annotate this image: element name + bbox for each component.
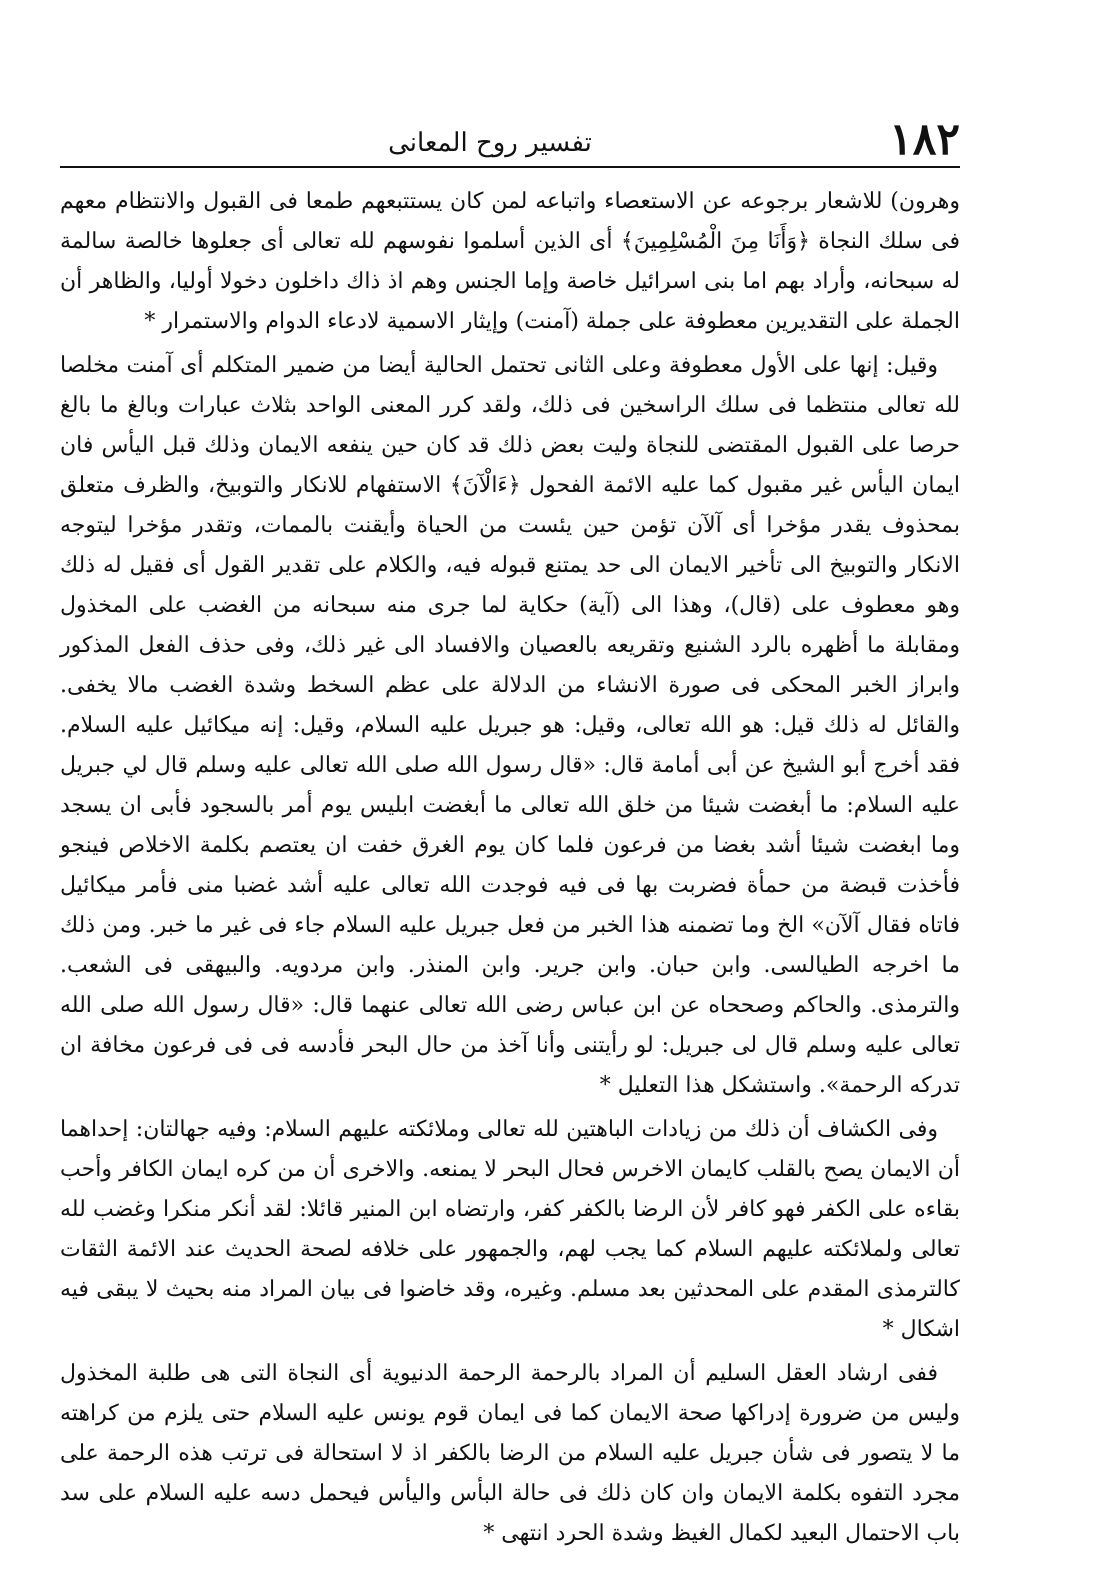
book-page [60,114,960,1546]
running-title: تفسير روح المعانى [388,128,592,158]
page-body [60,182,960,1554]
page-number: ١٨٢ [889,114,960,165]
paragraph-4: ففى ارشاد العقل السليم أن المراد بالرحمة الرحمة الدنيوية أى النجاة التى هى طلبة المخذول وليس من ضرورة إدراكها صحة الايمان كما فى ايمان قوم يونس عليه السلام حتى يلزم من كراهته ما لا يتصور فى شأن جبريل عليه السلام من الرضا بالكفر اذ لا استحالة فى ترتب هذه الرحمة على مجرد التفوه بكلمة الايمان وان كان ذلك فى حالة البأس واليأس فيحمل دسه عليه السلام على سد باب الاحتمال البعيد لكمال الغيظ وشدة الحرد انتهى * [60,1361,960,1546]
paragraph-3: وفى الكشاف أن ذلك من زيادات الباهتين لله تعالى وملائكته عليهم السلام: وفيه جهالتان: إحداهما أن الايمان يصح بالقلب كايمان الاخرس فحال البحر لا يمنعه. والاخرى أن من كره ايمان الكافر وأحب بقاءه على الكفر فهو كافر لأن الرضا بالكفر كفر، وارتضاه ابن المنير قائلا: لقد أنكر منكرا وغضب لله تعالى ولملائكته عليهم السلام كما يجب لهم، والجمهور على خلافه لصحة الحديث عند الائمة الثقات كالترمذى المقدم على المحدثين بعد مسلم. وغيره، وقد خاضوا فى بيان المراد منه بحيث لا يبقى فيه اشكال * [60,1117,960,1342]
paragraph-2: وقيل: إنها على الأول معطوفة وعلى الثانى تحتمل الحالية أيضا من ضمير المتكلم أى آمنت مخلصا لله تعالى منتظما فى سلك الراسخين فى ذلك، ولقد كرر المعنى الواحد بثلاث عبارات وبالغ ما بالغ حرصا على القبول المقتضى للنجاة وليت بعض ذلك قد كان حين ينفعه الايمان وذلك قبل اليأس فان ايمان اليأس غير مقبول كما عليه الائمة الفحول ﴿ءَالْآنَ﴾ الاستفهام للانكار والتوبيخ، والظرف متعلق بمحذوف يقدر مؤخرا أى آلآن تؤمن حين يئست من الحياة وأيقنت بالممات، وتقدر مؤخرا ليتوجه الانكار والتوبيخ الى تأخير الايمان الى حد يمتنع قبوله فيه، والكلام على تقدير القول أى فقيل له ذلك وهو معطوف على (قال)، وهذا الى (آية) حكاية لما جرى منه سبحانه من الغضب على المخذول ومقابلة ما أظهره بالرد الشنيع وتقريعه بالعصيان والافساد الى غير ذلك، وفى حذف الفعل المذكور وابراز الخبر المحكى فى صورة الانشاء من الدلالة على عظم السخط وشدة الغضب مالا يخفى. والقائل له ذلك قيل: هو الله تعالى، وقيل: هو جبريل عليه السلام، وقيل: إنه ميكائيل عليه السلام. فقد أخرج أبو الشيخ عن أبى أمامة قال: «قال رسول الله صلى الله تعالى عليه وسلم قال لي جبريل عليه السلام: ما أبغضت شيئا من خلق الله تعالى ما أبغضت ابليس يوم أمر بالسجود فأبى ان يسجد وما ابغضت شيئا أشد بغضا من فرعون فلما كان يوم الغرق خفت ان يعتصم بكلمة الاخلاص فينجو فأخذت قبضة من حمأة فضربت بها فى فيه فوجدت الله تعالى عليه أشد غضبا منى فأمر ميكائيل فاتاه فقال آلآن» الخ وما تضمنه هذا الخبر من فعل جبريل عليه السلام جاء فى غير ما خبر. ومن ذلك ما اخرجه الطيالسى. وابن حبان. وابن جرير. وابن المنذر. وابن مردويه. والبيهقى فى الشعب. والترمذى. والحاكم وصححاه عن ابن عباس رضى الله تعالى عنهما قال: «قال رسول الله صلى الله تعالى عليه وسلم قال لى جبريل: لو رأيتنى وأنا آخذ من حال البحر فأدسه فى فى فرعون مخافة ان تدركه الرحمة». واستشكل هذا التعليل * [60,353,960,1098]
header-divider [60,166,960,168]
paragraph-1: وهرون) للاشعار برجوعه عن الاستعصاء واتباعه لمن كان يستتبعهم طمعا فى القبول والانتظام معهم فى سلك النجاة ﴿وَأَنَا مِنَ الْمُسْلِمِينَ﴾ أى الذين أسلموا نفوسهم لله تعالى أى جعلوها خالصة سالمة له سبحانه، وأراد بهم اما بنى اسرائيل خاصة وإما الجنس وهم اذ ذاك داخلون دخولا أوليا، والظاهر أن الجملة على التقديرين معطوفة على جملة (آمنت) وإيثار الاسمية لادعاء الدوام والاستمرار * [60,189,960,334]
page-header [60,114,960,166]
